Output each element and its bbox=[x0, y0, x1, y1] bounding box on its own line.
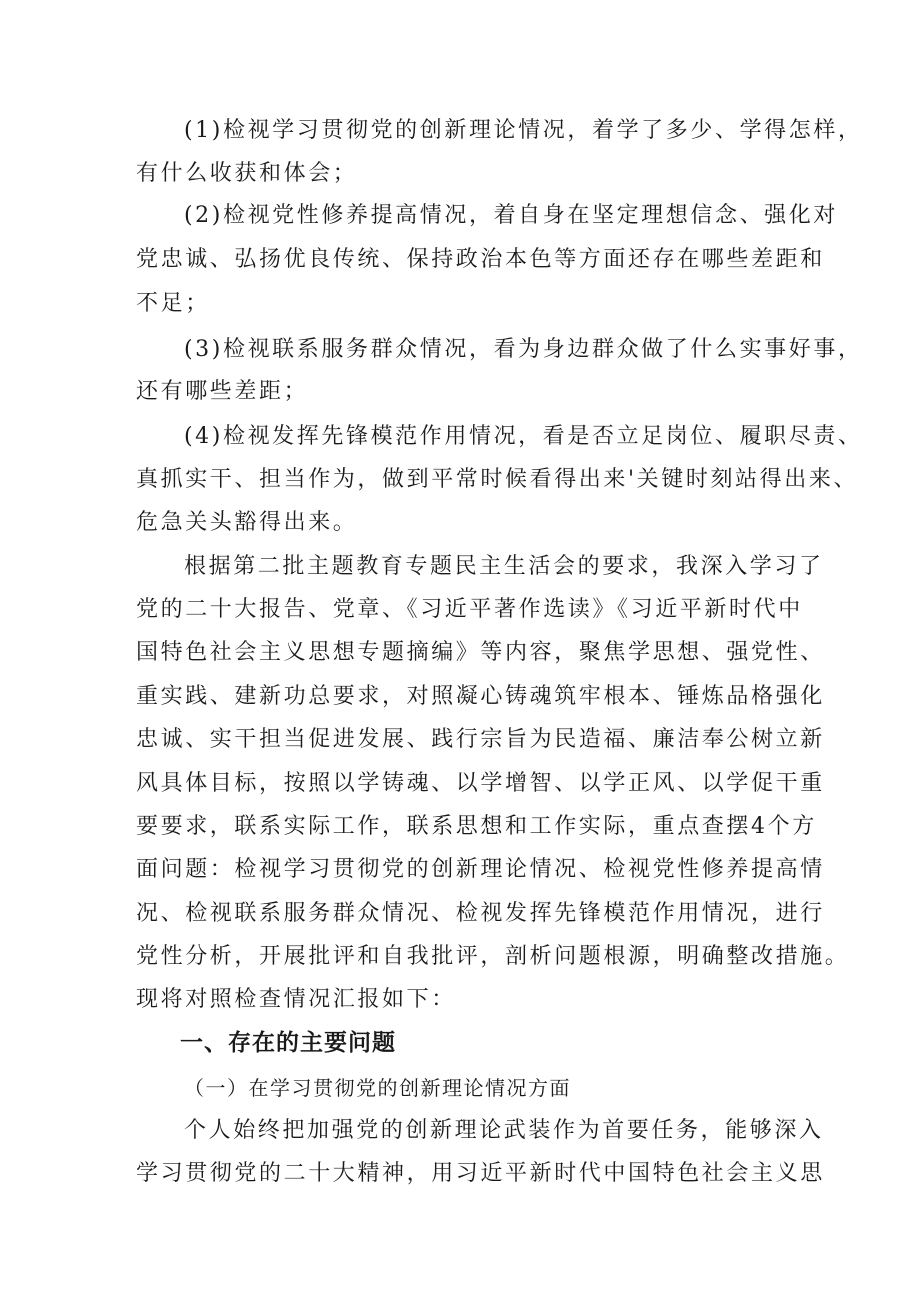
paragraph-5-line-6: 风具体目标，按照以学铸魂、以学增智、以学正风、以学促干重 bbox=[136, 771, 825, 796]
paragraph-5-line-9: 况、检视联系服务群众情况、检视发挥先锋模范作用情况，进行 bbox=[136, 901, 825, 926]
paragraph-5-line-11: 现将对照检查情况汇报如下： bbox=[136, 987, 456, 1012]
paragraph-5-line-2: 党的二十大报告、党章、《习近平著作选读》《习近平新时代中 bbox=[136, 597, 803, 622]
paragraph-5-line-10: 党性分析，开展批评和自我批评，剖析问题根源，明确整改措施。 bbox=[136, 944, 850, 969]
paragraph-5-line-3: 国特色社会主义思想专题摘编》等内容，聚焦学思想、强党性、 bbox=[136, 640, 825, 665]
paragraph-2-line-1: (2)检视党性修养提高情况，着自身在坚定理想信念、强化对 bbox=[184, 203, 838, 228]
subsection-heading: （一）在学习贯彻党的创新理论情况方面 bbox=[184, 1076, 571, 1100]
paragraph-5-line-8: 面问题：检视学习贯彻党的创新理论情况、检视党性修养提高情 bbox=[136, 857, 825, 882]
paragraph-4-line-2: 真抓实干、担当作为，做到平常时候看得出来'关键时刻站得出来、 bbox=[136, 467, 859, 492]
paragraph-6-line-2: 学习贯彻党的二十大精神，用习近平新时代中国特色社会主义思 bbox=[136, 1161, 825, 1186]
paragraph-5-line-7: 要要求，联系实际工作，联系思想和工作实际，重点查摆4个方 bbox=[136, 814, 817, 839]
paragraph-4-line-1: (4)检视发挥先锋模范作用情况，看是否立足岗位、履职尽责、 bbox=[184, 424, 863, 449]
paragraph-3-line-1: (3)检视联系服务群众情况，看为身边群众做了什么实事好事， bbox=[184, 337, 863, 362]
paragraph-5-line-4: 重实践、建新功总要求，对照凝心铸魂筑牢根本、锤炼品格强化 bbox=[136, 684, 825, 709]
paragraph-5-line-5: 忠诚、实干担当促进发展、践行宗旨为民造福、廉洁奉公树立新 bbox=[136, 727, 825, 752]
paragraph-4-line-3: 危急关头豁得出来。 bbox=[136, 510, 358, 535]
paragraph-2-line-2: 党忠诚、弘扬优良传统、保持政治本色等方面还存在哪些差距和 bbox=[136, 247, 825, 272]
paragraph-1-line-1: (1)检视学习贯彻党的创新理论情况，着学了多少、学得怎样， bbox=[184, 118, 863, 143]
paragraph-5-line-1: 根据第二批主题教育专题民主生活会的要求，我深入学习了 bbox=[184, 554, 824, 579]
paragraph-6-line-1: 个人始终把加强党的创新理论武装作为首要任务，能够深入 bbox=[184, 1118, 824, 1143]
paragraph-1-line-2: 有什么收获和体会； bbox=[136, 161, 358, 186]
paragraph-3-line-2: 还有哪些差距； bbox=[136, 379, 309, 404]
paragraph-2-line-3: 不足； bbox=[136, 291, 210, 316]
section-heading: 一、存在的主要问题 bbox=[180, 1030, 396, 1056]
